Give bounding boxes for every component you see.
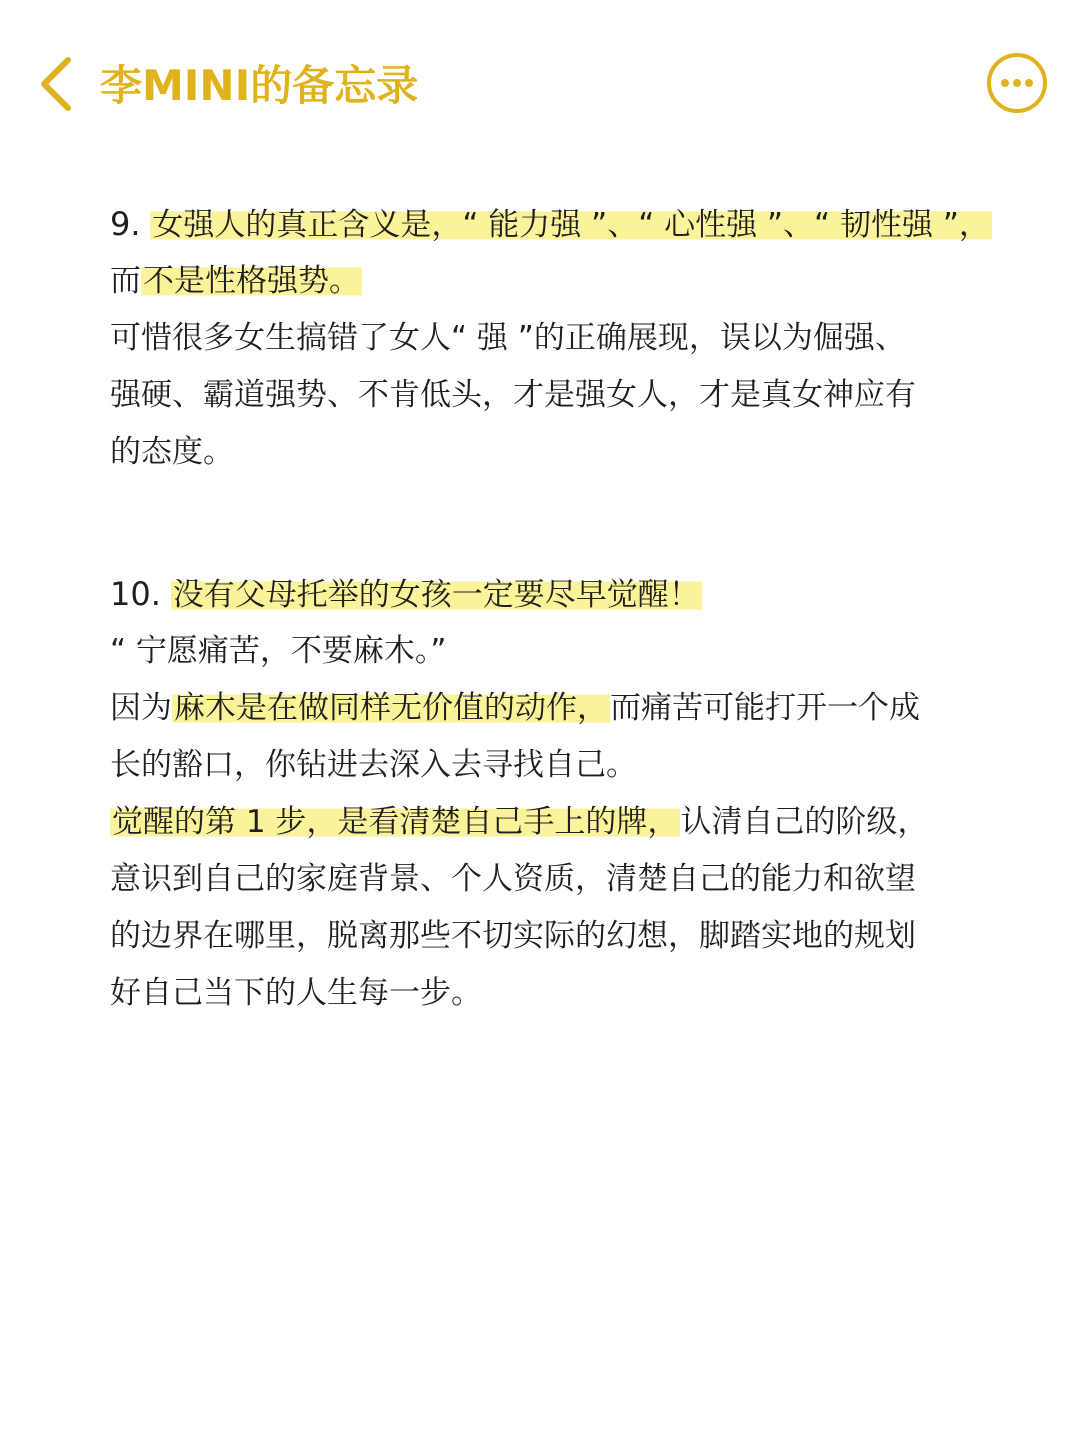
section-9 — [110, 196, 990, 481]
text-line: 可惜很多女生搞错了女人“ 强 ”的正确展现，误以为倔强、 — [110, 320, 906, 356]
text-line: 好自己当下的人生每一步。 — [110, 975, 482, 1011]
more-horizontal-icon — [986, 52, 1048, 114]
back-button[interactable] — [34, 54, 78, 114]
section-number: 9. — [110, 205, 141, 243]
section-9-heading — [110, 196, 990, 253]
section-number: 10. — [110, 575, 161, 613]
memo-body — [110, 196, 990, 1022]
plain-text: 因为 — [110, 690, 172, 726]
highlighted-text: 女强人的真正含义是，“ 能力强 ”、“ 心性强 ”、“ 韧性强 ”， — [152, 207, 990, 243]
plain-text: 认清自己的阶级， — [680, 804, 929, 840]
highlighted-text: 不是性格强势。 — [143, 263, 360, 299]
page-title: 李MINI的备忘录 — [100, 61, 419, 110]
chevron-left-icon — [34, 54, 78, 114]
text-line — [110, 680, 980, 737]
highlighted-text: 觉醒的第 1 步，是看清楚自己手上的牌， — [112, 804, 679, 840]
highlighted-text: 麻木是在做同样无价值的动作， — [174, 690, 608, 726]
text-line: 意识到自己的家庭背景、个人资质，清楚自己的能力和欲望 — [110, 861, 916, 897]
section-10-heading — [110, 566, 980, 623]
section-10 — [110, 566, 980, 1022]
text-line: 强硬、霸道强势、不肯低头，才是强女人，才是真女神应有 — [110, 377, 916, 413]
plain-text: 而痛苦可能打开一个成 — [610, 690, 920, 726]
text-line: 的边界在哪里，脱离那些不切实际的幻想，脚踏实地的规划 — [110, 918, 916, 954]
more-options-button[interactable] — [986, 52, 1048, 114]
text-line: 的态度。 — [110, 434, 234, 470]
text-line — [110, 253, 980, 310]
text-line: 长的豁口，你钻进去深入去寻找自己。 — [110, 747, 637, 783]
quote-line: “ 宁愿痛苦，不要麻木。” — [110, 633, 447, 669]
plain-text: 而 — [110, 263, 141, 299]
paragraph-gap — [110, 481, 980, 566]
nav-header — [0, 0, 1080, 170]
highlighted-text: 没有父母托举的女孩一定要尽早觉醒！ — [172, 577, 700, 613]
text-line — [110, 794, 980, 851]
